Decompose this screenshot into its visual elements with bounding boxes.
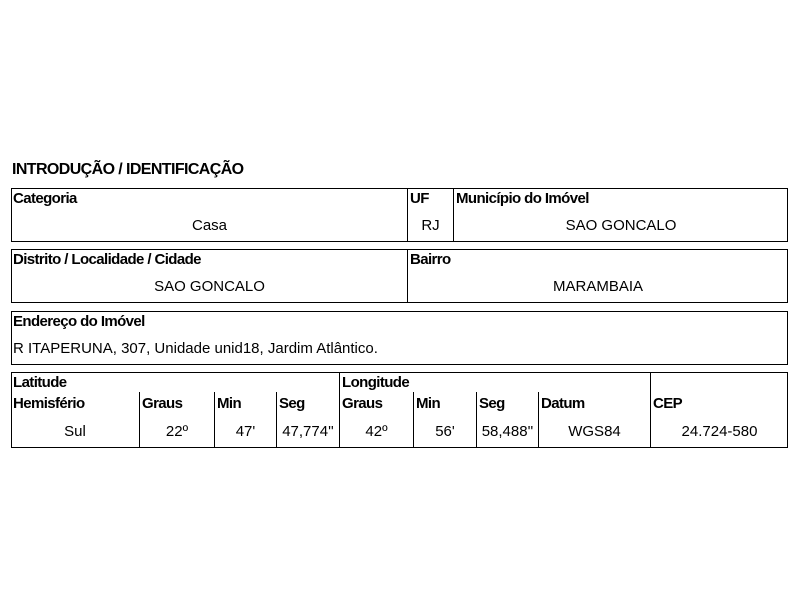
categoria-label: Categoria	[13, 190, 77, 207]
endereco-value: R ITAPERUNA, 307, Unidade unid18, Jardim Atlântico.	[13, 340, 378, 357]
lat-graus-label: Graus	[142, 395, 183, 412]
section-title: INTRODUÇÃO / IDENTIFICAÇÃO	[12, 161, 244, 178]
cep-value: 24.724-580	[681, 423, 758, 440]
lat-min-label: Min	[217, 395, 242, 412]
lat-seg-label: Seg	[279, 395, 305, 412]
uf-value: RJ	[421, 217, 440, 234]
categoria-value: Casa	[191, 217, 228, 234]
distrito-value: SAO GONCALO	[154, 278, 265, 295]
lon-min-value: 56'	[435, 423, 455, 440]
municipio-label: Município do Imóvel	[456, 190, 589, 207]
longitude-label: Longitude	[342, 374, 410, 391]
endereco-label: Endereço do Imóvel	[13, 313, 145, 330]
latitude-label: Latitude	[13, 374, 67, 391]
distrito-label: Distrito / Localidade / Cidade	[13, 251, 201, 268]
lat-seg-value: 47,774''	[282, 423, 334, 440]
uf-label: UF	[410, 190, 429, 207]
bairro-value: MARAMBAIA	[552, 278, 643, 295]
datum-label: Datum	[541, 395, 585, 412]
municipio-value: SAO GONCALO	[565, 217, 677, 234]
cep-label: CEP	[653, 395, 683, 412]
lon-seg-label: Seg	[479, 395, 505, 412]
lat-min-value: 47'	[235, 423, 256, 440]
datum-value: WGS84	[568, 423, 621, 440]
lon-graus-label: Graus	[342, 395, 383, 412]
lon-min-label: Min	[416, 395, 441, 412]
hemisferio-value: Sul	[64, 423, 86, 440]
lat-graus-value: 22º	[165, 423, 189, 440]
lon-graus-value: 42º	[365, 423, 388, 440]
bairro-label: Bairro	[410, 251, 451, 268]
hemisferio-label: Hemisfério	[13, 395, 85, 412]
lon-seg-value: 58,488''	[481, 423, 534, 440]
